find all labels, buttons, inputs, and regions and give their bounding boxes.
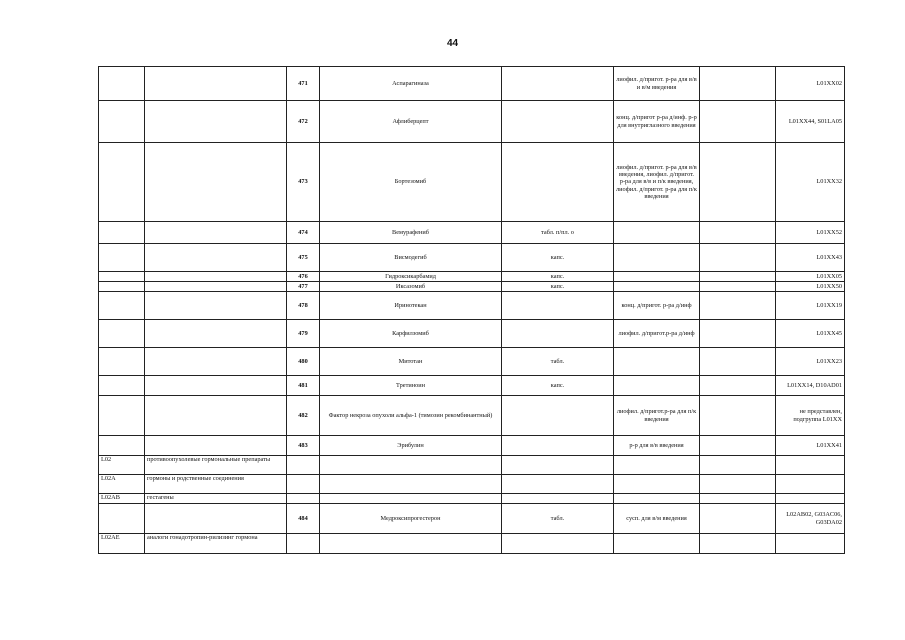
atc-group-name-cell (145, 376, 287, 396)
atc-group-name-cell (145, 101, 287, 143)
atc-group-name-cell (145, 504, 287, 534)
table-row (99, 396, 845, 436)
table-row (99, 272, 845, 282)
atc-group-code-cell: L02AE (99, 534, 145, 554)
atc-group-code-cell (99, 67, 145, 101)
drug-name-cell: Третиноин (320, 376, 502, 396)
empty-cell (700, 101, 776, 143)
oral-form-cell (502, 456, 614, 475)
table-row (99, 67, 845, 101)
table-row (99, 320, 845, 348)
drug-number-cell (287, 456, 320, 475)
atc-group-name-cell (145, 348, 287, 376)
atc-group-name-cell (145, 396, 287, 436)
drug-name-cell: Вемурафениб (320, 222, 502, 244)
table-row (99, 222, 845, 244)
empty-cell (700, 436, 776, 456)
atc-group-code-cell: L02 (99, 456, 145, 475)
atc-code-cell (776, 534, 845, 554)
drug-number-cell (287, 475, 320, 494)
atc-code-cell: L01XX52 (776, 222, 845, 244)
atc-group-name-cell (145, 67, 287, 101)
drug-name-cell (320, 475, 502, 494)
empty-cell (700, 534, 776, 554)
atc-code-cell: L01XX05 (776, 272, 845, 282)
atc-group-name-cell (145, 272, 287, 282)
drug-number-cell: 471 (287, 67, 320, 101)
oral-form-cell: табл. (502, 348, 614, 376)
drug-name-cell: Аспарагиназа (320, 67, 502, 101)
oral-form-cell: капс. (502, 272, 614, 282)
drug-name-cell (320, 534, 502, 554)
table-row (99, 494, 845, 504)
table-row (99, 348, 845, 376)
page-number: 44 (446, 38, 459, 49)
empty-cell (700, 292, 776, 320)
table-row (99, 292, 845, 320)
oral-form-cell (502, 101, 614, 143)
empty-cell (700, 456, 776, 475)
table-row (99, 475, 845, 494)
atc-group-code-cell (99, 143, 145, 222)
table-row (99, 143, 845, 222)
atc-group-name-cell (145, 222, 287, 244)
drug-name-cell: Гидроксикарбамид (320, 272, 502, 282)
oral-form-cell (502, 494, 614, 504)
dosage-form-cell: сусп. для в/м введения (614, 504, 700, 534)
drug-name-cell: Иринотекан (320, 292, 502, 320)
drug-number-cell: 482 (287, 396, 320, 436)
dosage-form-cell (614, 494, 700, 504)
atc-code-cell: L01XX32 (776, 143, 845, 222)
atc-group-code-cell (99, 376, 145, 396)
drug-number-cell: 484 (287, 504, 320, 534)
empty-cell (700, 143, 776, 222)
atc-group-name-cell (145, 292, 287, 320)
empty-cell (700, 67, 776, 101)
dosage-form-cell (614, 222, 700, 244)
dosage-form-cell (614, 244, 700, 272)
atc-group-name-cell (145, 143, 287, 222)
oral-form-cell: капс. (502, 282, 614, 292)
atc-group-code-cell (99, 222, 145, 244)
dosage-form-cell (614, 282, 700, 292)
dosage-form-cell (614, 534, 700, 554)
atc-group-code-cell (99, 436, 145, 456)
drug-name-cell: Афлиберцепт (320, 101, 502, 143)
table-row (99, 534, 845, 554)
atc-group-name-cell (145, 282, 287, 292)
oral-form-cell (502, 436, 614, 456)
atc-group-code-cell (99, 244, 145, 272)
empty-cell (700, 504, 776, 534)
table-row (99, 504, 845, 534)
empty-cell (700, 222, 776, 244)
oral-form-cell (502, 396, 614, 436)
empty-cell (700, 320, 776, 348)
atc-group-name-cell (145, 244, 287, 272)
oral-form-cell (502, 475, 614, 494)
atc-code-cell: L01XX43 (776, 244, 845, 272)
atc-group-name-cell: гестагены (145, 494, 287, 504)
dosage-form-cell: р-р для в/в введения (614, 436, 700, 456)
drug-name-cell: Фактор некроза опухоли альфа-1 (тимозин рекомбинантный) (320, 396, 502, 436)
atc-group-name-cell (145, 436, 287, 456)
table-row (99, 101, 845, 143)
drug-name-cell: Митотан (320, 348, 502, 376)
drug-name-cell (320, 456, 502, 475)
drug-number-cell: 480 (287, 348, 320, 376)
oral-form-cell: табл. (502, 504, 614, 534)
drug-number-cell: 472 (287, 101, 320, 143)
drug-number-cell: 475 (287, 244, 320, 272)
table-body (99, 67, 845, 554)
drug-number-cell: 483 (287, 436, 320, 456)
atc-code-cell: L01XX44, S01LA05 (776, 101, 845, 143)
dosage-form-cell: лиофил. д/пригот. р-ра для в/в и в/м введения (614, 67, 700, 101)
drug-number-cell: 474 (287, 222, 320, 244)
atc-code-cell: L01XX23 (776, 348, 845, 376)
atc-code-cell: L01XX41 (776, 436, 845, 456)
atc-group-code-cell (99, 320, 145, 348)
atc-code-cell (776, 475, 845, 494)
oral-form-cell: капс. (502, 376, 614, 396)
drug-number-cell: 476 (287, 272, 320, 282)
empty-cell (700, 244, 776, 272)
atc-group-name-cell: противоопухолевые гормональные препараты (145, 456, 287, 475)
atc-group-code-cell (99, 101, 145, 143)
empty-cell (700, 282, 776, 292)
oral-form-cell (502, 320, 614, 348)
drug-name-cell: Иксазомиб (320, 282, 502, 292)
drug-name-cell: Карфилзомиб (320, 320, 502, 348)
empty-cell (700, 272, 776, 282)
dosage-form-cell: лиофил. д/пригот. р-ра для в/в введения, лиофил. д/пригот. р-ра для в/в и п/к введения, лиофил. д/пригот. р-ра для п/к введения (614, 143, 700, 222)
atc-group-code-cell (99, 292, 145, 320)
drug-number-cell (287, 494, 320, 504)
atc-code-cell (776, 494, 845, 504)
empty-cell (700, 475, 776, 494)
drug-name-cell: Бортезомиб (320, 143, 502, 222)
atc-group-name-cell (145, 320, 287, 348)
oral-form-cell (502, 292, 614, 320)
drug-number-cell: 473 (287, 143, 320, 222)
table-row (99, 244, 845, 272)
atc-code-cell: L01XX45 (776, 320, 845, 348)
empty-cell (700, 396, 776, 436)
table-row (99, 456, 845, 475)
dosage-form-cell (614, 376, 700, 396)
drug-number-cell: 481 (287, 376, 320, 396)
atc-group-code-cell (99, 282, 145, 292)
drug-number-cell: 479 (287, 320, 320, 348)
drug-name-cell: Эрибулин (320, 436, 502, 456)
oral-form-cell: капс. (502, 244, 614, 272)
atc-code-cell: L01XX02 (776, 67, 845, 101)
dosage-form-cell: лиофил. д/пригот.р-ра для п/к введения (614, 396, 700, 436)
drug-number-cell (287, 534, 320, 554)
oral-form-cell (502, 67, 614, 101)
dosage-form-cell: лиофил. д/пригот.р-ра д/инф (614, 320, 700, 348)
table-row (99, 376, 845, 396)
atc-code-cell: L01XX19 (776, 292, 845, 320)
atc-group-code-cell (99, 396, 145, 436)
dosage-form-cell (614, 475, 700, 494)
table-row (99, 436, 845, 456)
oral-form-cell (502, 534, 614, 554)
table-row (99, 282, 845, 292)
empty-cell (700, 376, 776, 396)
atc-group-name-cell: гормоны и родственные соединения (145, 475, 287, 494)
atc-code-cell: L02AB02, G03AC06, G03DA02 (776, 504, 845, 534)
atc-group-code-cell (99, 348, 145, 376)
oral-form-cell: табл. п/пл. о (502, 222, 614, 244)
dosage-form-cell (614, 348, 700, 376)
atc-group-code-cell: L02A (99, 475, 145, 494)
atc-code-cell: L01XX14, D10AD01 (776, 376, 845, 396)
atc-code-cell: не представлен, подгруппа L01XX (776, 396, 845, 436)
dosage-form-cell: конц. д/пригот р-ра д/инф. р-р для внутриглазного введения (614, 101, 700, 143)
drug-number-cell: 478 (287, 292, 320, 320)
atc-group-code-cell: L02AB (99, 494, 145, 504)
atc-code-cell: L01XX50 (776, 282, 845, 292)
atc-code-cell (776, 456, 845, 475)
atc-group-name-cell: аналоги гонадотропин-рилизинг гормона (145, 534, 287, 554)
dosage-form-cell: конц. д/пригот. р-ра д/инф (614, 292, 700, 320)
empty-cell (700, 348, 776, 376)
drug-number-cell: 477 (287, 282, 320, 292)
drug-table (98, 66, 845, 554)
dosage-form-cell (614, 272, 700, 282)
empty-cell (700, 494, 776, 504)
drug-name-cell: Медроксипрогестерон (320, 504, 502, 534)
atc-group-code-cell (99, 504, 145, 534)
oral-form-cell (502, 143, 614, 222)
dosage-form-cell (614, 456, 700, 475)
drug-name-cell: Висмодегиб (320, 244, 502, 272)
drug-name-cell (320, 494, 502, 504)
atc-group-code-cell (99, 272, 145, 282)
